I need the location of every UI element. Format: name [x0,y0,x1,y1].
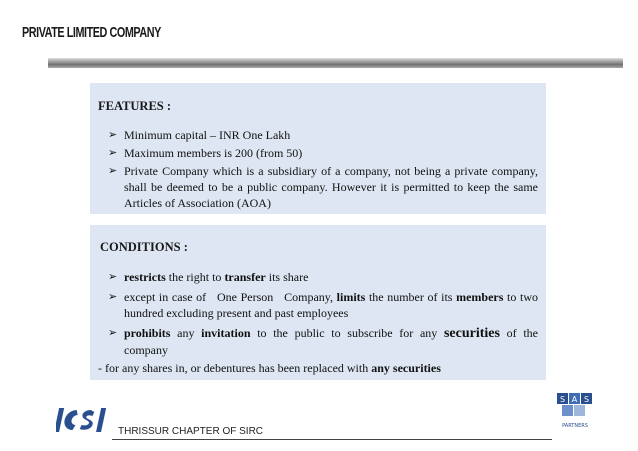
list-item: ➢ Maximum members is 200 (from 50) [108,146,303,160]
list-item: ➢ prohibits any invitation to the public to subscribe for any securities of the company [108,326,538,357]
list-item: ➢ Private Company which is a subsidiary of a company, not being a private company, shall be deemed to be a public company. However it is permitted to keep the same Articles of Association (AOA) [108,164,538,210]
list-item: ➢ except in case of One Person Company, limits the number of its members to two hundred excluding present and past employees [108,290,538,320]
list-item: ➢ Minimum capital – INR One Lakh [108,128,291,142]
svg-text:PARTNERS: PARTNERS [562,423,588,429]
features-list [108,127,538,213]
sas-partners-logo [550,391,600,431]
svg-text:S: S [559,395,566,404]
list-item: ➢ restricts the right to transfer its share [108,270,309,284]
features-heading: FEATURES : [98,99,172,113]
arrow-bullet-icon: ➢ [108,290,118,303]
conditions-heading: CONDITIONS : [100,240,188,254]
features-box [90,83,546,214]
svg-text:A: A [571,395,578,404]
slide-title: PRIVATE LIMITED COMPANY [22,24,161,41]
arrow-bullet-icon: ➢ [108,270,118,283]
footer-chapter-text: THRISSUR CHAPTER OF SIRC [118,426,264,437]
footer-divider [112,439,552,440]
arrow-bullet-icon: ➢ [108,146,118,159]
conditions-list [108,269,538,362]
icsi-logo [56,404,114,436]
conditions-note: - for any shares in, or debentures has been replaced with any securities [98,361,441,375]
conditions-box [90,225,546,380]
arrow-bullet-icon: ➢ [108,128,118,141]
arrow-bullet-icon: ➢ [108,164,118,177]
arrow-bullet-icon: ➢ [108,326,118,339]
svg-text:S: S [583,395,590,404]
header-bar [48,58,623,68]
